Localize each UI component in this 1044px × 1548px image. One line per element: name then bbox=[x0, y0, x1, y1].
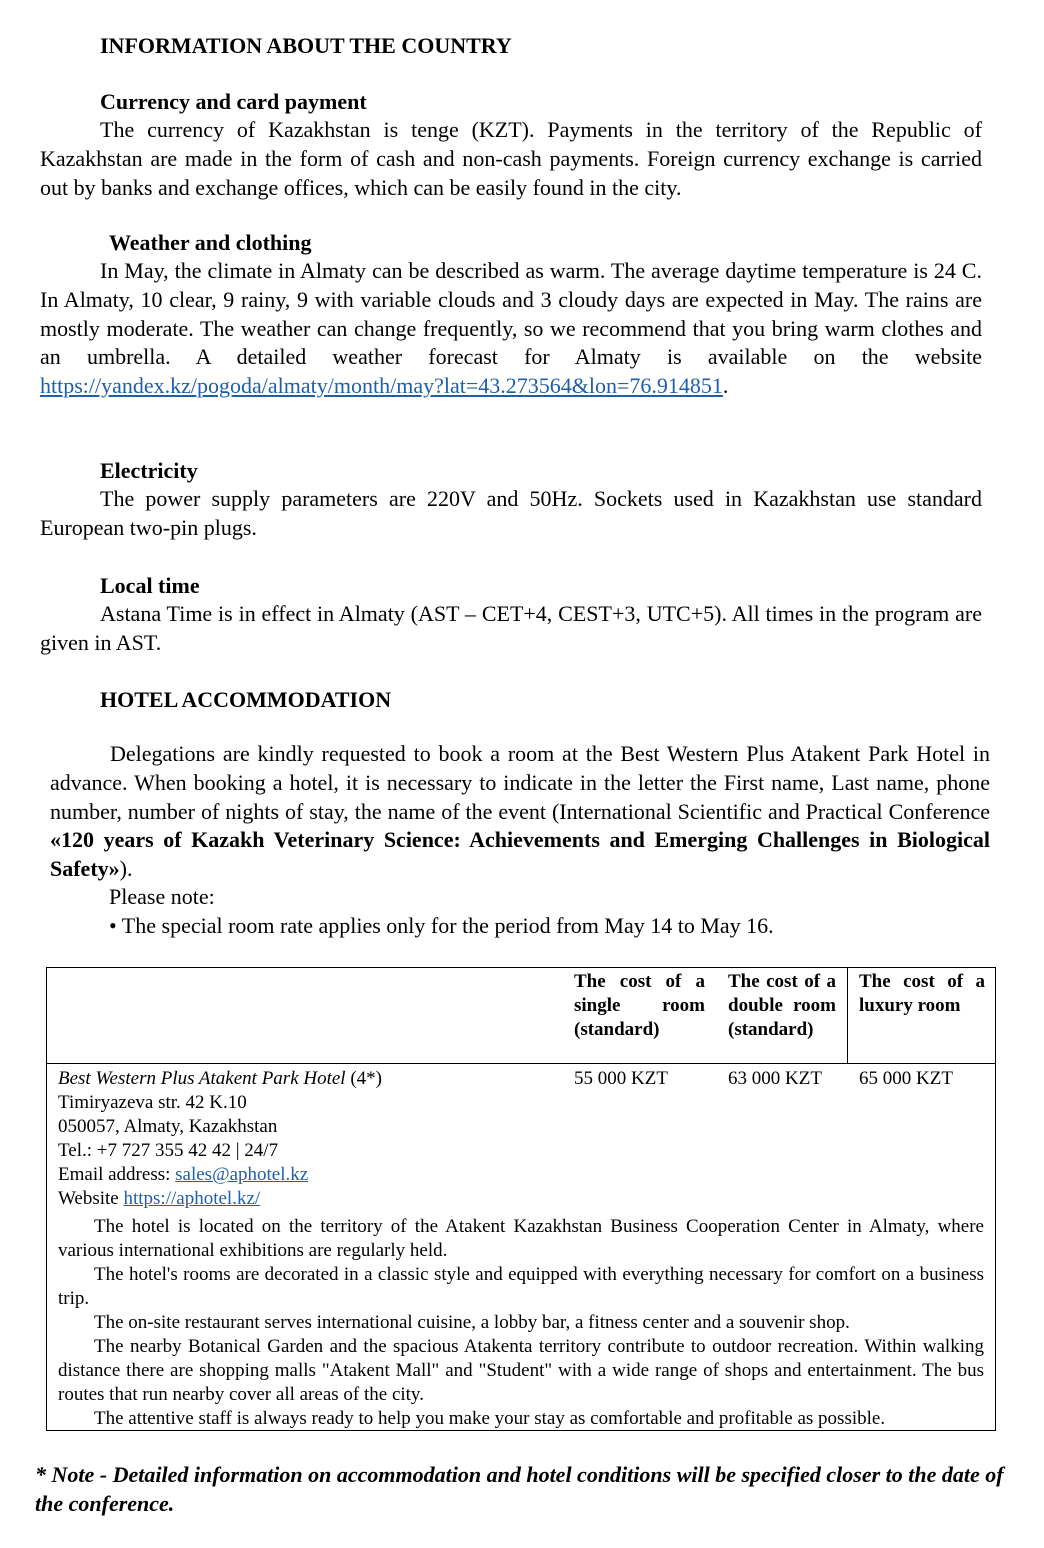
hotel-description-surroundings bbox=[58, 1335, 984, 1407]
hotel-section-title: HOTEL ACCOMMODATION bbox=[100, 687, 392, 712]
price-double-room: 63 000 KZT bbox=[728, 1068, 822, 1089]
electricity-text: The power supply parameters are 220V and 50Hz. Sockets used in Kazakhstan use standard European two-pin plugs. bbox=[40, 486, 982, 540]
header-luxury-room: The cost of a luxury room bbox=[859, 971, 985, 1016]
table-divider bbox=[847, 968, 848, 1064]
description-text: The hotel is located on the territory of the Atakent Kazakhstan Business Cooperation Center in Almaty, where various international exhibitions are regularly held. bbox=[58, 1216, 984, 1261]
price-single-room: 55 000 KZT bbox=[574, 1068, 668, 1089]
table-divider bbox=[847, 1063, 995, 1064]
description-text: The hotel's rooms are decorated in a classic style and equipped with everything necessary for comfort on a business trip. bbox=[58, 1264, 984, 1309]
currency-text: The currency of Kazakhstan is tenge (KZT). Payments in the territory of the Republic of Kazakhstan are made in the form of cash and non-cash payments. Foreign currency exchange is carried out by banks and exchange offices, which can be easily found in the city. bbox=[40, 117, 982, 200]
hotel-address-street: Timiryazeva str. 42 K.10 bbox=[58, 1092, 247, 1113]
country-section-title: INFORMATION ABOUT THE COUNTRY bbox=[100, 33, 512, 58]
hotel-intro-suffix: ). bbox=[119, 856, 133, 882]
hotel-address-city: 050057, Almaty, Kazakhstan bbox=[58, 1116, 278, 1137]
rate-period-bullet: • The special room rate applies only for the period from May 14 to May 16. bbox=[109, 913, 774, 938]
hotel-stars: (4*) bbox=[350, 1068, 382, 1089]
weather-paragraph bbox=[40, 257, 982, 401]
hotel-phone: Tel.: +7 727 355 42 42 | 24/7 bbox=[58, 1140, 279, 1161]
hotel-email-line bbox=[58, 1163, 308, 1187]
header-double-room: The cost of a double room (standard) bbox=[728, 971, 836, 1040]
local-time-text: Astana Time is in effect in Almaty (AST – CET+4, CEST+3, UTC+5). All times in the program are given in AST. bbox=[40, 601, 982, 655]
hotel-description-rooms bbox=[58, 1263, 984, 1311]
hotel-description-restaurant bbox=[58, 1311, 984, 1335]
hotel-email-link[interactable]: sales@aphotel.kz bbox=[175, 1164, 309, 1185]
currency-paragraph bbox=[40, 116, 982, 202]
website-label: Website bbox=[58, 1188, 119, 1209]
description-text: The attentive staff is always ready to help you make your stay as comfortable and profitable as possible. bbox=[94, 1408, 886, 1429]
weather-heading: Weather and clothing bbox=[109, 230, 312, 255]
email-label: Email address: bbox=[58, 1164, 171, 1185]
price-luxury-room: 65 000 KZT bbox=[859, 1068, 953, 1089]
hotel-name: Best Western Plus Atakent Park Hotel bbox=[58, 1068, 346, 1089]
electricity-paragraph bbox=[40, 485, 982, 543]
hotel-rates-table bbox=[46, 967, 996, 1431]
hotel-website-link[interactable]: https://aphotel.kz/ bbox=[123, 1188, 261, 1209]
footnote: * Note - Detailed information on accommodation and hotel conditions will be specified closer to the date of the conference. bbox=[35, 1462, 1004, 1516]
description-text: The nearby Botanical Garden and the spacious Atakenta territory contribute to outdoor recreation. Within walking distance there are shopping malls "Atakent Mall" and "Student" with a wide range of shops and entertainment. The bus routes that run nearby cover all areas of the city. bbox=[58, 1336, 984, 1405]
hotel-intro-paragraph bbox=[50, 740, 990, 884]
hotel-description-location bbox=[58, 1215, 984, 1263]
electricity-heading: Electricity bbox=[100, 458, 198, 483]
currency-heading: Currency and card payment bbox=[100, 89, 367, 114]
event-name: «120 years of Kazakh Veterinary Science: Achievements and Emerging Challenges in Biological Safety» bbox=[50, 827, 990, 882]
header-single-room: The cost of a single room (standard) bbox=[574, 971, 705, 1040]
hotel-description-staff bbox=[58, 1407, 984, 1431]
local-time-heading: Local time bbox=[100, 573, 200, 598]
hotel-name-line bbox=[58, 1067, 382, 1091]
please-note-label: Please note: bbox=[109, 884, 215, 909]
hotel-intro-text: Delegations are kindly requested to book a room at the Best Western Plus Atakent Park Hotel in advance. When booking a hotel, it is necessary to indicate in the letter the First name, Last name, phone number, number of nights of stay, the name of the event (International Scientific and Practical Conference bbox=[50, 741, 990, 824]
local-time-paragraph bbox=[40, 600, 982, 658]
hotel-website-line bbox=[58, 1187, 260, 1211]
weather-forecast-link[interactable]: https://yandex.kz/pogoda/almaty/month/may?lat=43.273564&lon=76.914851 bbox=[40, 373, 723, 399]
table-divider bbox=[47, 1063, 848, 1064]
weather-link-suffix: . bbox=[722, 373, 729, 399]
weather-text: In May, the climate in Almaty can be described as warm. The average daytime temperature is 24 C. In Almaty, 10 clear, 9 rainy, 9 with variable clouds and 3 cloudy days are expected in May. The rains are mostly moderate. The weather can change frequently, so we recommend that you bring warm clothes and an umbrella. A detailed weather forecast for Almaty is available on the website bbox=[40, 258, 982, 370]
description-text: The on-site restaurant serves international cuisine, a lobby bar, a fitness center and a souvenir shop. bbox=[94, 1312, 850, 1333]
